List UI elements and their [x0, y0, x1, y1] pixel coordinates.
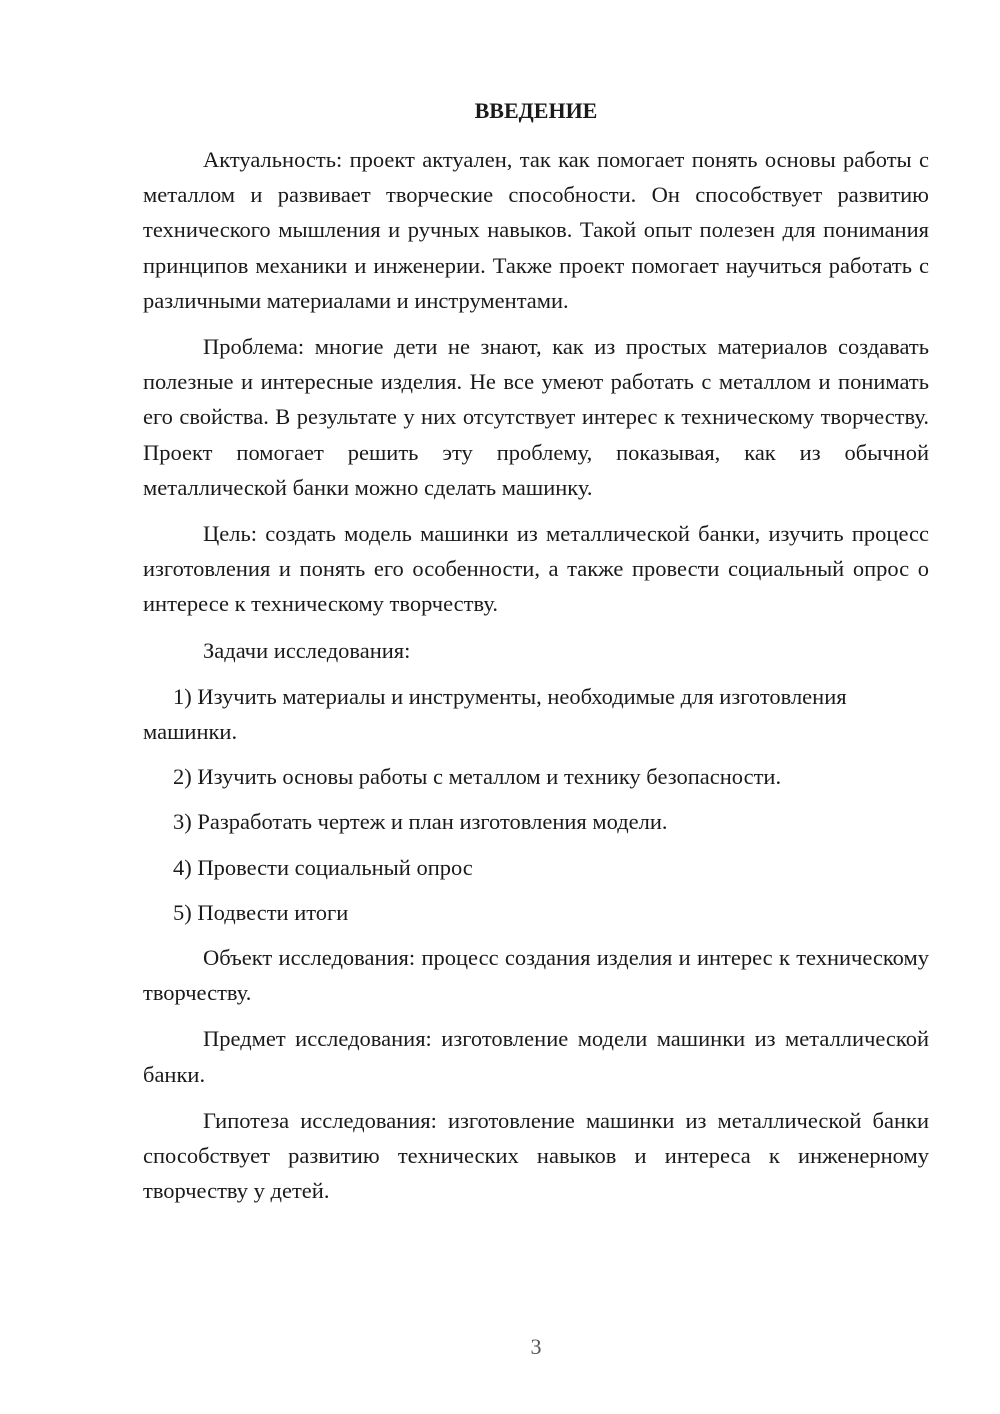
- page-number: 3: [530, 1334, 542, 1359]
- task-item-2: 2) Изучить основы работы с металлом и технику безопасности.: [173, 764, 782, 790]
- section-title: ВВЕДЕНИЕ: [474, 98, 598, 123]
- task-item-3: 3) Разработать чертеж и план изготовления модели.: [173, 809, 668, 835]
- paragraph-hypothesis: Гипотеза исследования: изготовление машинки из металлической банки способствует развитию технических навыков и интереса к инженерному творчеству у детей.: [143, 1107, 929, 1204]
- task-item-4: 4) Провести социальный опрос: [173, 854, 473, 880]
- task-item-5: 5) Подвести итоги: [173, 899, 349, 925]
- document-page: [143, 0, 929, 1414]
- task-item-1: 1) Изучить материалы и инструменты, необходимые для изготовления машинки.: [143, 683, 847, 745]
- paragraph-relevance: Актуальность: проект актуален, так как помогает понять основы работы с металлом и развивает творческие способности. Он способствует развитию технического мышления и ручных навыков. Такой опыт полезен для понимания принципов механики и инженерии. Также проект помогает научиться работать с различными материалами и инструментами.: [143, 147, 929, 313]
- paragraph-goal: Цель: создать модель машинки из металлической банки, изучить процесс изготовления и понять его особенности, а также провести социальный опрос о интересе к техническому творчеству.: [143, 521, 929, 617]
- paragraph-tasks-heading: Задачи исследования:: [203, 637, 411, 663]
- paragraph-subject: Предмет исследования: изготовление модели машинки из металлической банки.: [143, 1026, 929, 1087]
- paragraph-problem: Проблема: многие дети не знают, как из простых материалов создавать полезные и интересные изделия. Не все умеют работать с металлом и понимать его свойства. В результате у них отсутствует интерес к техническому творчеству. Проект помогает решить эту проблему, показывая, как из обычной металлической банки можно сделать машинку.: [143, 334, 929, 500]
- paragraph-object: Объект исследования: процесс создания изделия и интерес к техническому творчеству.: [143, 945, 929, 1006]
- body-text: [143, 142, 929, 1219]
